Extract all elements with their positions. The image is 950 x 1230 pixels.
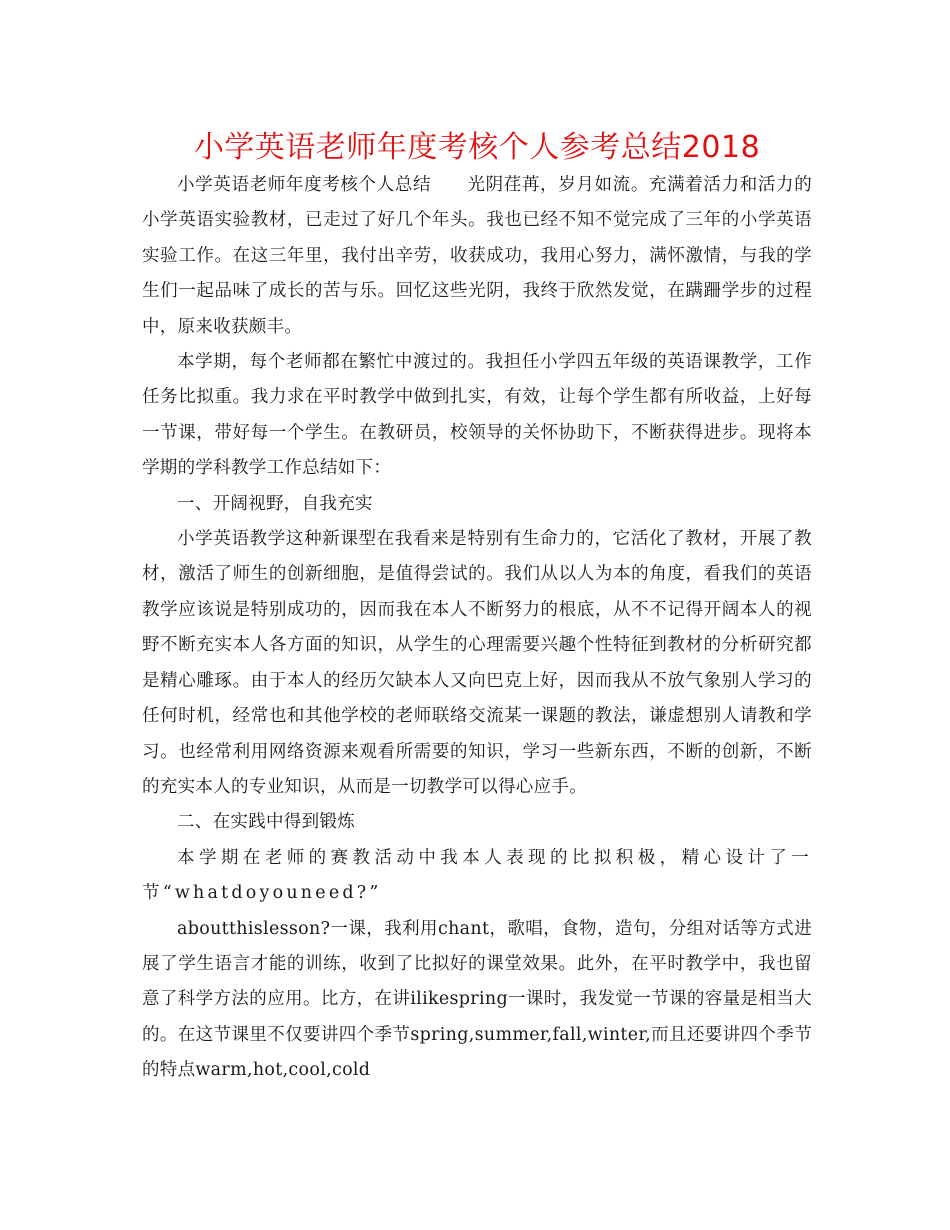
paragraph-section-2a: 本学期在老师的赛教活动中我本人表现的比拟积极，精心设计了一节“whatdoyouneed?” [142, 847, 812, 904]
paragraph-section-1: 小学英语教学这种新课型在我看来是特别有生命力的，它活化了教材，开展了教材，激活了师生的创新细胞，是值得尝试的。我们从以人为本的角度，看我们的英语教学应该说是特别成功的，因而我在本人不断努力的根底，从不不记得开阔本人的视野不断充实本人各方面的知识，从学生的心理需要兴趣个性特征到教材的分析研究都是精心雕琢。由于本人的经历欠缺本人又向巴克上好，因而我从不放气象别人学习的任何时机，经常也和其他学校的老师联络交流某一课题的教法，谦虚想别人请教和学习。也经常利用网络资源来观看所需要的知识，学习一些新东西，不断的创新，不断的充实本人的专业知识，从而是一切教学可以得心应手。 [142, 529, 812, 797]
document-title: 小学英语老师年度考核个人参考总结2018 [193, 130, 761, 165]
section-heading-2: 二、在实践中得到锻炼 [177, 812, 355, 833]
paragraph-semester: 本学期，每个老师都在繁忙中渡过的。我担任小学四五年级的英语课教学，工作任务比拟重。我力求在平时教学中做到扎实，有效，让每个学生都有所收益，上好每一节课，带好每一个学生。在教研员，校领导的关怀协助下，不断获得进步。现将本学期的学科教学工作总结如下： [142, 352, 812, 479]
paragraph-intro: 小学英语老师年度考核个人总结 光阴荏苒，岁月如流。充满着活力和活力的小学英语实验教材，已走过了好几个年头。我也已经不知不觉完成了三年的小学英语实验工作。在这三年里，我付出辛劳，收获成功，我用心努力，满怀激情，与我的学生们一起品味了成长的苦与乐。回忆这些光阴，我终于欣然发觉，在蹒跚学步的过程中，原来收获颇丰。 [142, 175, 812, 337]
section-heading-1: 一、开阔视野，自我充实 [177, 493, 373, 514]
document-body [142, 168, 812, 1089]
paragraph-section-2b: aboutthislesson?一课，我利用chant，歌唱，食物，造句，分组对话等方式进展了学生语言才能的训练，收到了比拟好的课堂效果。此外，在平时教学中，我也留意了科学方法的应用。比方，在讲ilikespring一课时，我发觉一节课的容量是相当大的。在这节课里不仅要讲四个季节spring,summer,fall,winter,而且还要讲四个季节的特点warm,hot,cool,cold [142, 918, 812, 1081]
